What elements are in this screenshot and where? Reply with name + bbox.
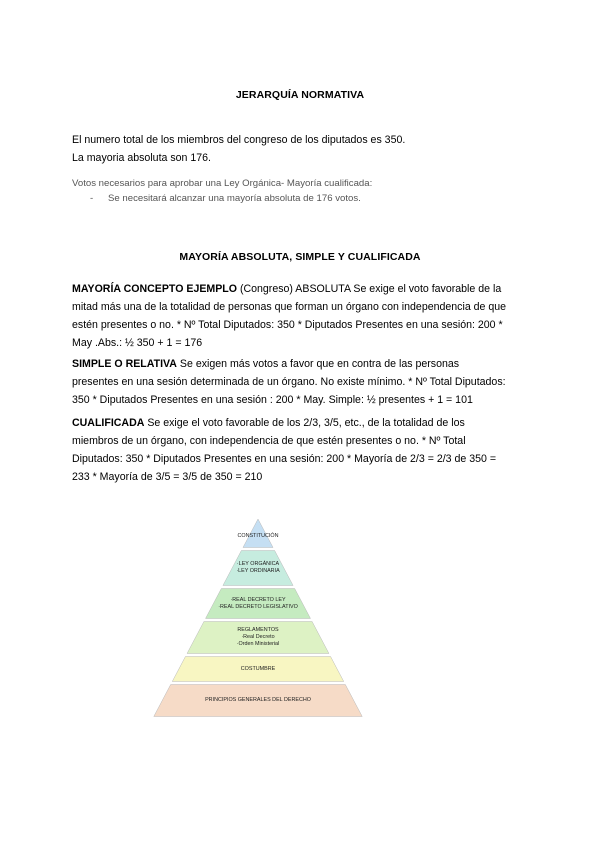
cualificada-line-4: 233 * Mayoría de 3/5 = 3/5 de 350 = 210 [72, 471, 263, 483]
pyramid-level-text: ·LEY ORDINARIA [236, 568, 280, 574]
cualificada-term: CUALIFICADA [72, 417, 145, 429]
pyramid-level-text: PRINCIPIOS GENERALES DEL DERECHO [205, 697, 311, 703]
absoluta-term: MAYORÍA CONCEPTO EJEMPLO [72, 283, 238, 295]
pyramid-level-label [0, 533, 558, 540]
pyramid-level-text: ·LEY ORGÁNICA [236, 561, 280, 567]
simple-line-1: Se exigen más votos a favor que en contra de las personas [176, 358, 460, 370]
simple-line-3: 350 * Diputados Presentes en una sesión : 200 * May. Simple: ½ presentes + 1 = 101 [72, 394, 473, 406]
cualificada-line-2: miembros de un órgano, con independencia de que estén presentes o no. * Nº Total [72, 435, 466, 447]
pyramid-level-label [0, 597, 558, 611]
pyramid-level-label [0, 561, 558, 575]
pyramid-level-text: CONSTITUCIÓN [237, 532, 279, 539]
pyramid-level-label [0, 697, 558, 704]
page-title: JERARQUÍA NORMATIVA [235, 89, 365, 101]
pyramid-level-label [0, 627, 558, 648]
absoluta-line-4: May .Abs.: ½ 350 + 1 = 176 [72, 337, 203, 349]
absoluta-line-2: mitad más una de la totalidad de personas que forman un órgano con independencia de que [72, 301, 507, 313]
simple-term: SIMPLE O RELATIVA [72, 358, 177, 370]
bullet-marker: - [90, 193, 94, 204]
pyramid-level-text: REGLAMENTOS [237, 627, 279, 633]
intro-line-2: La mayoria absoluta son 176. [72, 152, 211, 164]
pyramid-level-text: ·REAL DECRETO LEY [230, 596, 286, 603]
votes-line: Votos necesarios para aprobar una Ley Orgánica- Mayoría cualificada: [72, 178, 373, 189]
pyramid-level-text: ·REAL DECRETO LEGISLATIVO [218, 603, 298, 610]
pyramid-level-text: ·Real Decreto [241, 634, 275, 640]
absoluta-line-1: (Congreso) ABSOLUTA Se exige el voto favorable de la [237, 283, 502, 295]
simple-line-2: presentes en una sesión determinada de un órgano. No existe mínimo. * Nº Total Diputados: [72, 376, 506, 388]
cualificada-line-3: Diputados: 350 * Diputados Presentes en una sesión: 200 * Mayoría de 2/3 = 2/3 de 350 = [72, 453, 497, 465]
intro-line-1: El numero total de los miembros del congreso de los diputados es 350. [72, 134, 406, 146]
section-heading: MAYORÍA ABSOLUTA, SIMPLE Y CUALIFICADA [179, 251, 421, 263]
pyramid-level-text: ·Orden Ministerial [236, 641, 280, 647]
votes-bullet: Se necesitará alcanzar una mayoría absoluta de 176 votos. [108, 193, 361, 204]
pyramid-level-text: COSTUMBRE [240, 665, 276, 672]
absoluta-line-3: estén presentes o no. * Nº Total Diputados: 350 * Diputados Presentes en una sesión: 200 * [72, 319, 503, 331]
pyramid-level-label [0, 666, 558, 673]
cualificada-line-1: Se exige el voto favorable de los 2/3, 3/5, etc., de la totalidad de los [144, 417, 465, 429]
